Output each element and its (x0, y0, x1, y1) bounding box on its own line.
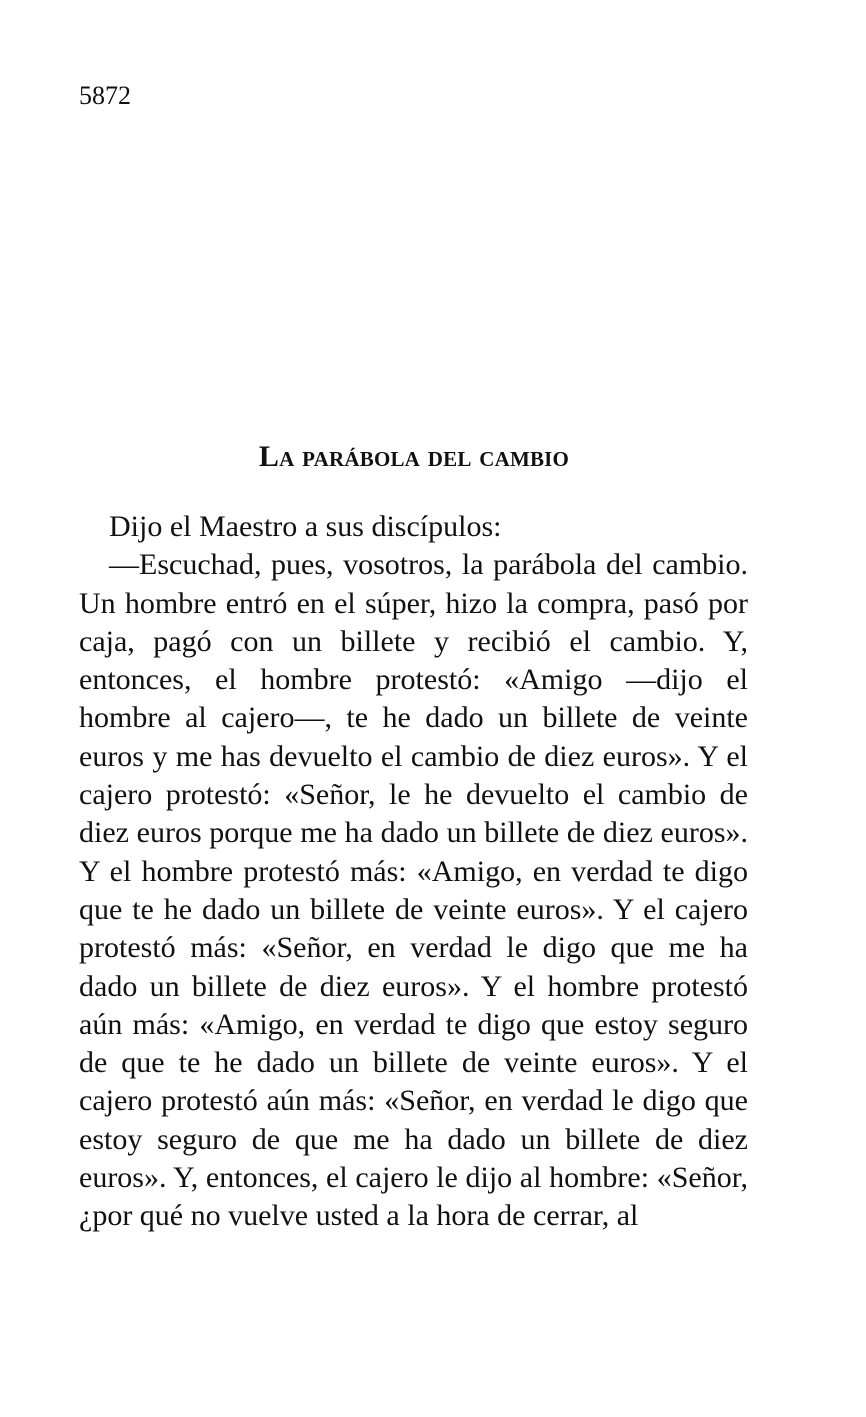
chapter-title: La parábola del cambio (258, 440, 570, 473)
page-number: 5872 (79, 81, 131, 110)
body-text (79, 508, 748, 1236)
paragraph-intro: Dijo el Maestro a sus discípulos: (109, 510, 502, 543)
paragraph-parable: —Escuchad, pues, vosotros, la parábola del cambio. Un hombre entró en el súper, hizo la compra, pasó por caja, pagó con un billete y recibió el cambio. Y, entonces, el hombre protestó: «Amigo —dijo el hombre al cajero—, te he dado un billete de veinte euros y me has devuelto el cambio de diez euros». Y el cajero protestó: «Señor, le he devuelto el cambio de diez euros porque me ha dado un billete de diez euros». Y el hombre protestó más: «Amigo, en verdad te digo que te he dado un billete de veinte euros». Y el cajero protestó más: «Señor, en verdad le digo que me ha dado un billete de diez euros». Y el hombre protestó aún más: «Amigo, en verdad te digo que estoy seguro de que te he dado un billete de veinte euros». Y el cajero protestó aún más: «Señor, en verdad le digo que estoy seguro de que me ha dado un billete de diez euros». Y, entonces, el cajero le dijo al hombre: «Señor, ¿por qué no vuelve usted a la hora de cerrar, al (79, 548, 748, 1233)
